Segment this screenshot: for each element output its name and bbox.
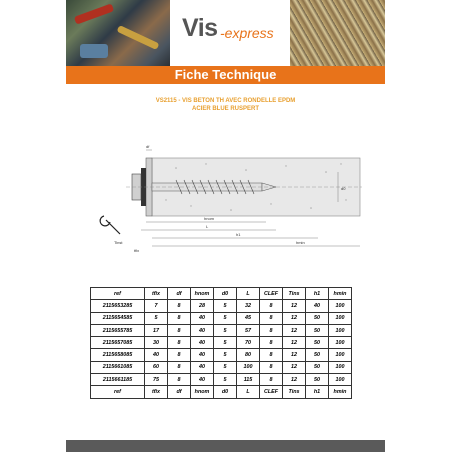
page-title: Fiche Technique: [174, 67, 277, 82]
column-header: hmin: [329, 288, 352, 300]
value-cell: 40: [191, 337, 214, 349]
column-header: hnom: [191, 288, 214, 300]
value-cell: 5: [214, 300, 237, 312]
column-header: h1: [306, 288, 329, 300]
value-cell: 30: [145, 337, 168, 349]
value-cell: 8: [168, 361, 191, 373]
value-cell: 12: [283, 374, 306, 386]
table-row: [91, 324, 352, 336]
brand-logo: [170, 0, 290, 66]
footer-bar: [66, 440, 385, 452]
column-footer: tfix: [145, 386, 168, 398]
value-cell: 100: [329, 374, 352, 386]
value-cell: 40: [191, 374, 214, 386]
table-header-row: [91, 288, 352, 300]
value-cell: 50: [306, 374, 329, 386]
value-cell: 8: [260, 312, 283, 324]
ref-cell: 2115657085: [91, 337, 145, 349]
tool-shape: [80, 44, 108, 58]
value-cell: 5: [145, 312, 168, 324]
value-cell: 40: [191, 361, 214, 373]
table-row: [91, 312, 352, 324]
value-cell: 5: [214, 374, 237, 386]
column-footer: df: [168, 386, 191, 398]
table-row: [91, 337, 352, 349]
value-cell: 100: [329, 312, 352, 324]
value-cell: 8: [260, 374, 283, 386]
value-cell: 8: [260, 324, 283, 336]
table-row: [91, 374, 352, 386]
value-cell: 32: [237, 300, 260, 312]
column-header: Tins: [283, 288, 306, 300]
value-cell: 12: [283, 337, 306, 349]
column-footer: h1: [306, 386, 329, 398]
screws-photo: [290, 0, 385, 66]
table-footer-row: [91, 386, 352, 398]
ref-cell: 2115653285: [91, 300, 145, 312]
product-material: ACIER BLUE RUSPERT: [191, 106, 259, 112]
table-row: [91, 300, 352, 312]
column-footer: CLEF: [260, 386, 283, 398]
ref-cell: 2115658085: [91, 349, 145, 361]
column-footer: hmin: [329, 386, 352, 398]
column-header: L: [237, 288, 260, 300]
drawing-label-tfix: tfix: [134, 248, 140, 253]
value-cell: 8: [168, 374, 191, 386]
table-body: [91, 300, 352, 386]
table-row: [91, 349, 352, 361]
value-cell: 12: [283, 312, 306, 324]
value-cell: 8: [260, 349, 283, 361]
column-header: CLEF: [260, 288, 283, 300]
value-cell: 100: [329, 349, 352, 361]
column-header: d0: [214, 288, 237, 300]
value-cell: 40: [145, 349, 168, 361]
value-cell: 5: [214, 349, 237, 361]
column-header: df: [168, 288, 191, 300]
value-cell: 8: [168, 324, 191, 336]
value-cell: 100: [329, 337, 352, 349]
drawing-label-df: df: [146, 144, 150, 149]
value-cell: 12: [283, 361, 306, 373]
value-cell: 75: [145, 374, 168, 386]
value-cell: 100: [329, 324, 352, 336]
value-cell: 50: [306, 349, 329, 361]
column-footer: Tins: [283, 386, 306, 398]
value-cell: 100: [237, 361, 260, 373]
ref-cell: 2115661085: [91, 361, 145, 373]
value-cell: 28: [191, 300, 214, 312]
column-footer: L: [237, 386, 260, 398]
value-cell: 5: [214, 312, 237, 324]
technical-sheet-page: [66, 0, 385, 452]
value-cell: 8: [168, 349, 191, 361]
header-banner: [66, 0, 385, 66]
drawing-label-tinst: Tinst: [114, 240, 123, 245]
value-cell: 50: [306, 312, 329, 324]
drawing-label-d0: d0: [341, 186, 346, 191]
value-cell: 12: [283, 349, 306, 361]
column-footer: ref: [91, 386, 145, 398]
value-cell: 100: [329, 361, 352, 373]
wrench-icon: [100, 216, 120, 234]
drawing-label-L: L: [206, 224, 209, 229]
value-cell: 40: [191, 349, 214, 361]
value-cell: 7: [145, 300, 168, 312]
column-header: tfix: [145, 288, 168, 300]
value-cell: 8: [260, 337, 283, 349]
column-footer: hnom: [191, 386, 214, 398]
value-cell: 115: [237, 374, 260, 386]
table-row: [91, 361, 352, 373]
tools-photo: [66, 0, 170, 66]
value-cell: 50: [306, 324, 329, 336]
value-cell: 70: [237, 337, 260, 349]
column-header: ref: [91, 288, 145, 300]
value-cell: 8: [260, 361, 283, 373]
value-cell: 80: [237, 349, 260, 361]
logo-suffix-text: -express: [220, 25, 274, 41]
column-footer: d0: [214, 386, 237, 398]
value-cell: 8: [260, 300, 283, 312]
value-cell: 50: [306, 337, 329, 349]
value-cell: 40: [191, 324, 214, 336]
value-cell: 57: [237, 324, 260, 336]
value-cell: 12: [283, 324, 306, 336]
value-cell: 5: [214, 361, 237, 373]
tool-shape: [117, 25, 160, 50]
product-name: VS2115 - VIS BETON TH AVEC RONDELLE EPDM: [155, 98, 296, 104]
logo-main-text: Vis: [182, 14, 218, 42]
specification-table: [90, 287, 352, 399]
tool-shape: [74, 3, 114, 24]
value-cell: 40: [191, 312, 214, 324]
value-cell: 5: [214, 324, 237, 336]
value-cell: 60: [145, 361, 168, 373]
value-cell: 45: [237, 312, 260, 324]
value-cell: 8: [168, 337, 191, 349]
value-cell: 50: [306, 361, 329, 373]
drawing-label-hmin: hmin: [296, 240, 305, 245]
ref-cell: 2115654585: [91, 312, 145, 324]
drawing-label-hnom: hnom: [204, 216, 215, 221]
ref-cell: 2115661185: [91, 374, 145, 386]
value-cell: 8: [168, 300, 191, 312]
value-cell: 8: [168, 312, 191, 324]
ref-cell: 2115655785: [91, 324, 145, 336]
drawing-label-h1: h1: [236, 232, 241, 237]
value-cell: 12: [283, 300, 306, 312]
value-cell: 40: [306, 300, 329, 312]
screw-technical-drawing: [96, 140, 366, 255]
value-cell: 5: [214, 337, 237, 349]
value-cell: 100: [329, 300, 352, 312]
value-cell: 17: [145, 324, 168, 336]
